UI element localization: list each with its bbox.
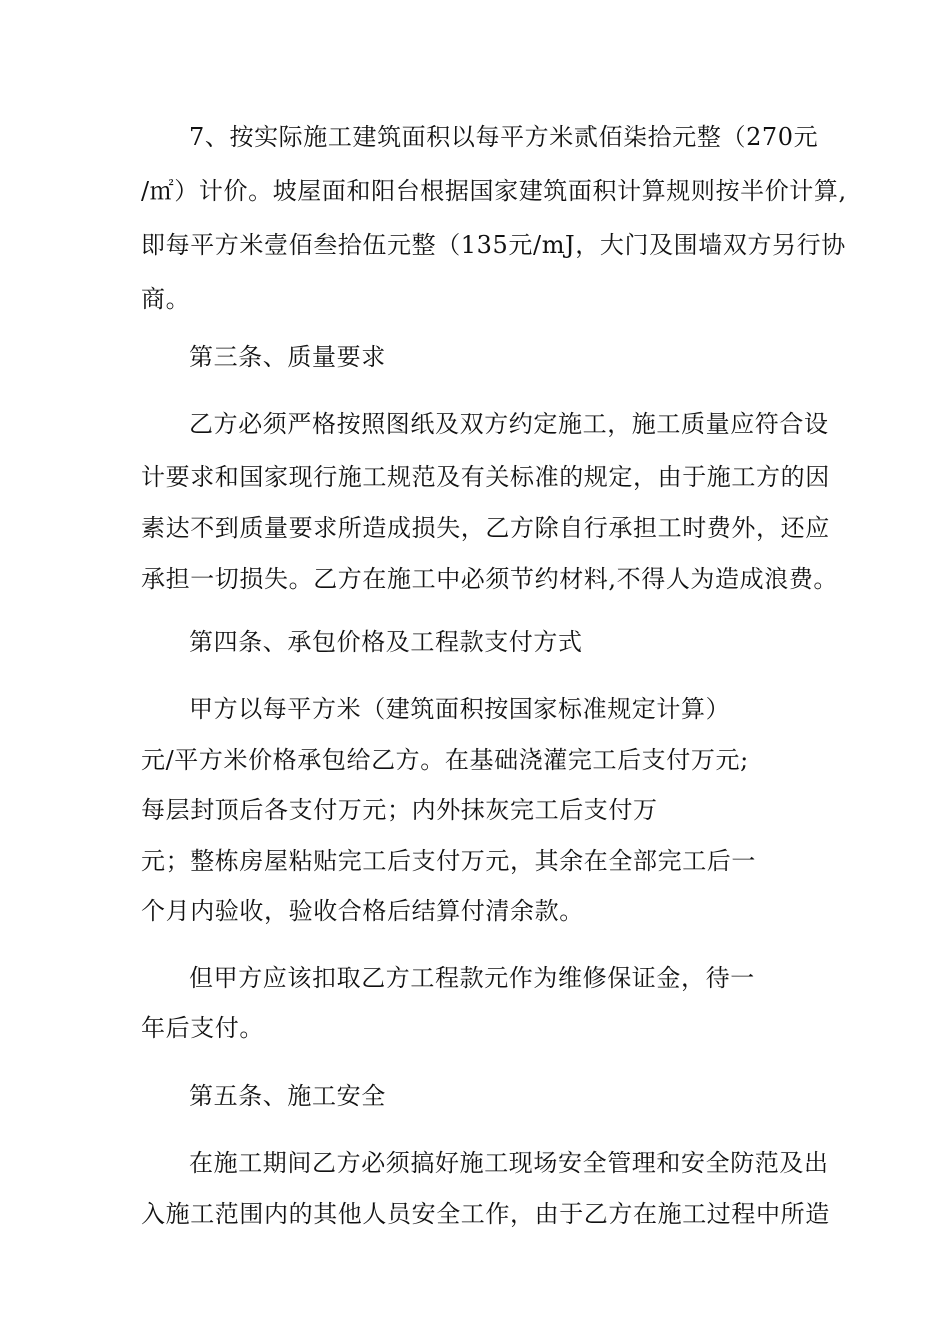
paragraph-4-line-2: 年后支付。	[141, 1014, 264, 1042]
paragraph-3-line-1: 甲方以每平方米（建筑面积按国家标准规定计算）	[189, 695, 731, 723]
paragraph-3-line-2: 元/平方米价格承包给乙方。在基础浇灌完工后支付万元;	[141, 746, 749, 774]
unit-text: /㎡	[141, 177, 175, 205]
paragraph-2-line-1: 乙方必须严格按照图纸及双方约定施工，施工质量应符合设	[189, 410, 829, 438]
paragraph-2-line-2: 计要求和国家现行施工规范及有关标准的规定，由于施工方的因	[141, 463, 830, 491]
section-heading-3: 第三条、质量要求	[189, 343, 386, 371]
paragraph-2-line-4: 承担一切损失。乙方在施工中必须节约材料,不得人为造成浪费。	[141, 565, 839, 593]
paragraph-3-line-5: 个月内验收，验收合格后结算付清余款。	[141, 897, 584, 925]
paragraph-1-line-2-rest: ）计价。坡屋面和阳台根据国家建筑面积计算规则按半价计算,	[174, 177, 847, 205]
paragraph-1-line-1: 7、按实际施工建筑面积以每平方米贰佰柒拾元整（270元	[189, 123, 819, 151]
section-heading-5: 第五条、施工安全	[189, 1082, 386, 1110]
paragraph-3-line-4: 元；整栋房屋粘贴完工后支付万元，其余在全部完工后一	[141, 847, 756, 875]
paragraph-4-line-1: 但甲方应该扣取乙方工程款元作为维修保证金，待一	[189, 964, 755, 992]
paragraph-5-line-2: 入施工范围内的其他人员安全工作，由于乙方在施工过程中所造	[141, 1200, 830, 1228]
paragraph-3-line-3: 每层封顶后各支付万元；内外抹灰完工后支付万	[141, 796, 658, 824]
paragraph-1-line-2	[141, 176, 847, 206]
paragraph-1-line-4: 商。	[141, 285, 191, 313]
paragraph-5-line-1: 在施工期间乙方必须搞好施工现场安全管理和安全防范及出	[189, 1149, 829, 1177]
paragraph-2-line-3: 素达不到质量要求所造成损失，乙方除自行承担工时费外，还应	[141, 514, 830, 542]
section-heading-4: 第四条、承包价格及工程款支付方式	[189, 628, 583, 656]
paragraph-1-line-3: 即每平方米壹佰叁拾伍元整（135元/mJ，大门及围墙双方另行协	[141, 231, 846, 259]
